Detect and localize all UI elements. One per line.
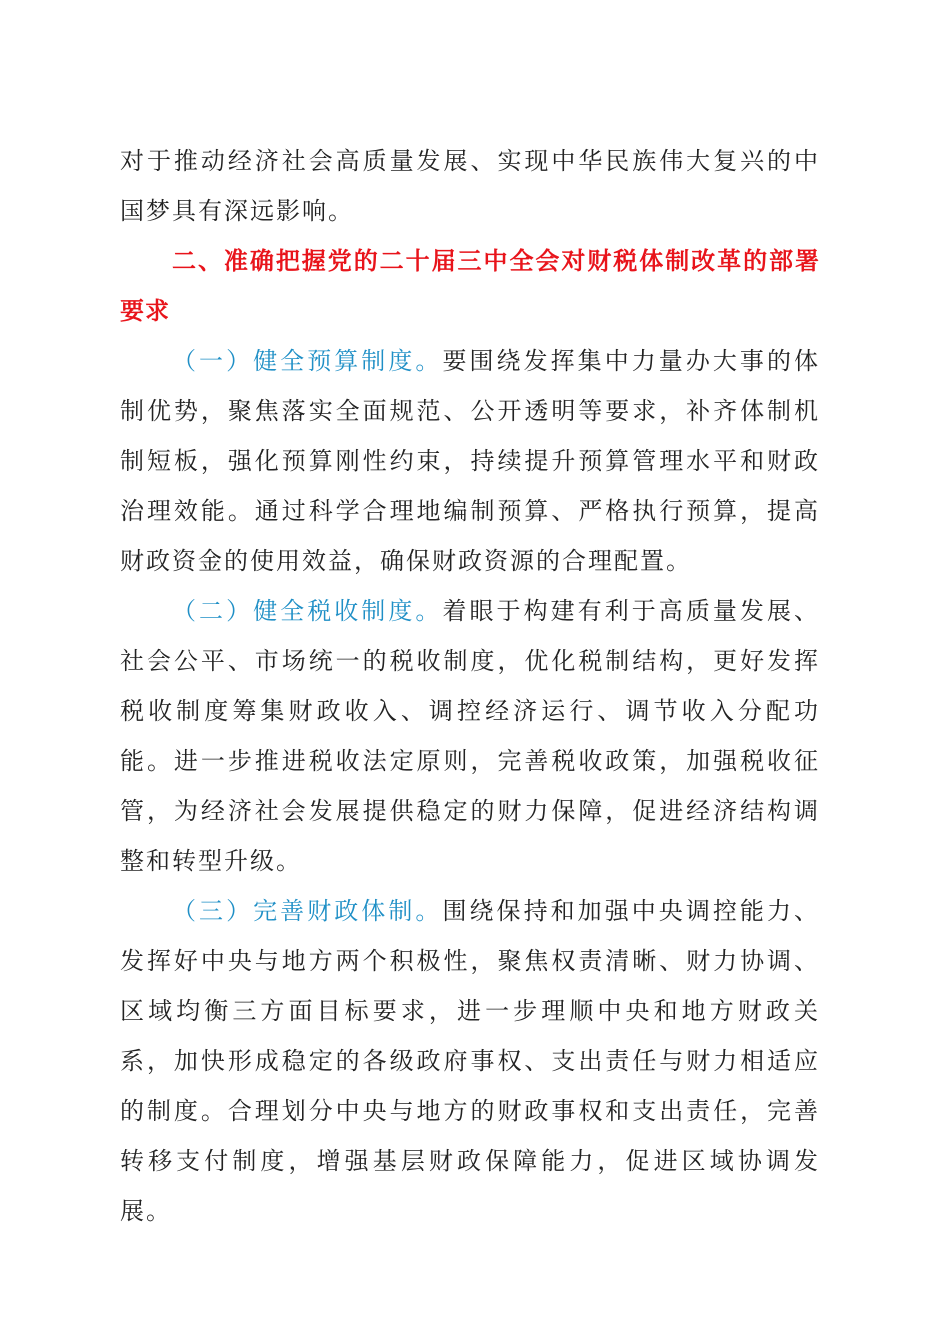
item-paragraph-1 <box>120 336 820 586</box>
item-title-3: （三）完善财政体制。 <box>172 897 443 925</box>
intro-paragraph: 对于推动经济社会高质量发展、实现中华民族伟大复兴的中国梦具有深远影响。 <box>120 147 820 225</box>
document-body <box>120 136 820 1236</box>
item-body-3: 围绕保持和加强中央调控能力、发挥好中央与地方两个积极性，聚焦权责清晰、财力协调、区域均衡三方面目标要求，进一步理顺中央和地方财政关系，加快形成稳定的各级政府事权、支出责任与财力相适应的制度。合理划分中央与地方的财政事权和支出责任，完善转移支付制度，增强基层财政保障能力，促进区域协调发展。 <box>120 897 821 1225</box>
item-title-1: （一）健全预算制度。 <box>172 347 443 375</box>
section-heading: 二、准确把握党的二十届三中全会对财税体制改革的部署要求 <box>120 247 820 325</box>
item-paragraph-2 <box>120 586 820 886</box>
item-body-1: 要围绕发挥集中力量办大事的体制优势，聚焦落实全面规范、公开透明等要求，补齐体制机制短板，强化预算刚性约束，持续提升预算管理水平和财政治理效能。通过科学合理地编制预算、严格执行预算，提高财政资金的使用效益，确保财政资源的合理配置。 <box>120 347 821 575</box>
item-paragraph-3 <box>120 886 820 1236</box>
item-body-2: 着眼于构建有利于高质量发展、社会公平、市场统一的税收制度，优化税制结构，更好发挥税收制度筹集财政收入、调控经济运行、调节收入分配功能。进一步推进税收法定原则，完善税收政策，加强税收征管，为经济社会发展提供稳定的财力保障，促进经济结构调整和转型升级。 <box>120 597 821 875</box>
item-title-2: （二）健全税收制度。 <box>172 597 443 625</box>
